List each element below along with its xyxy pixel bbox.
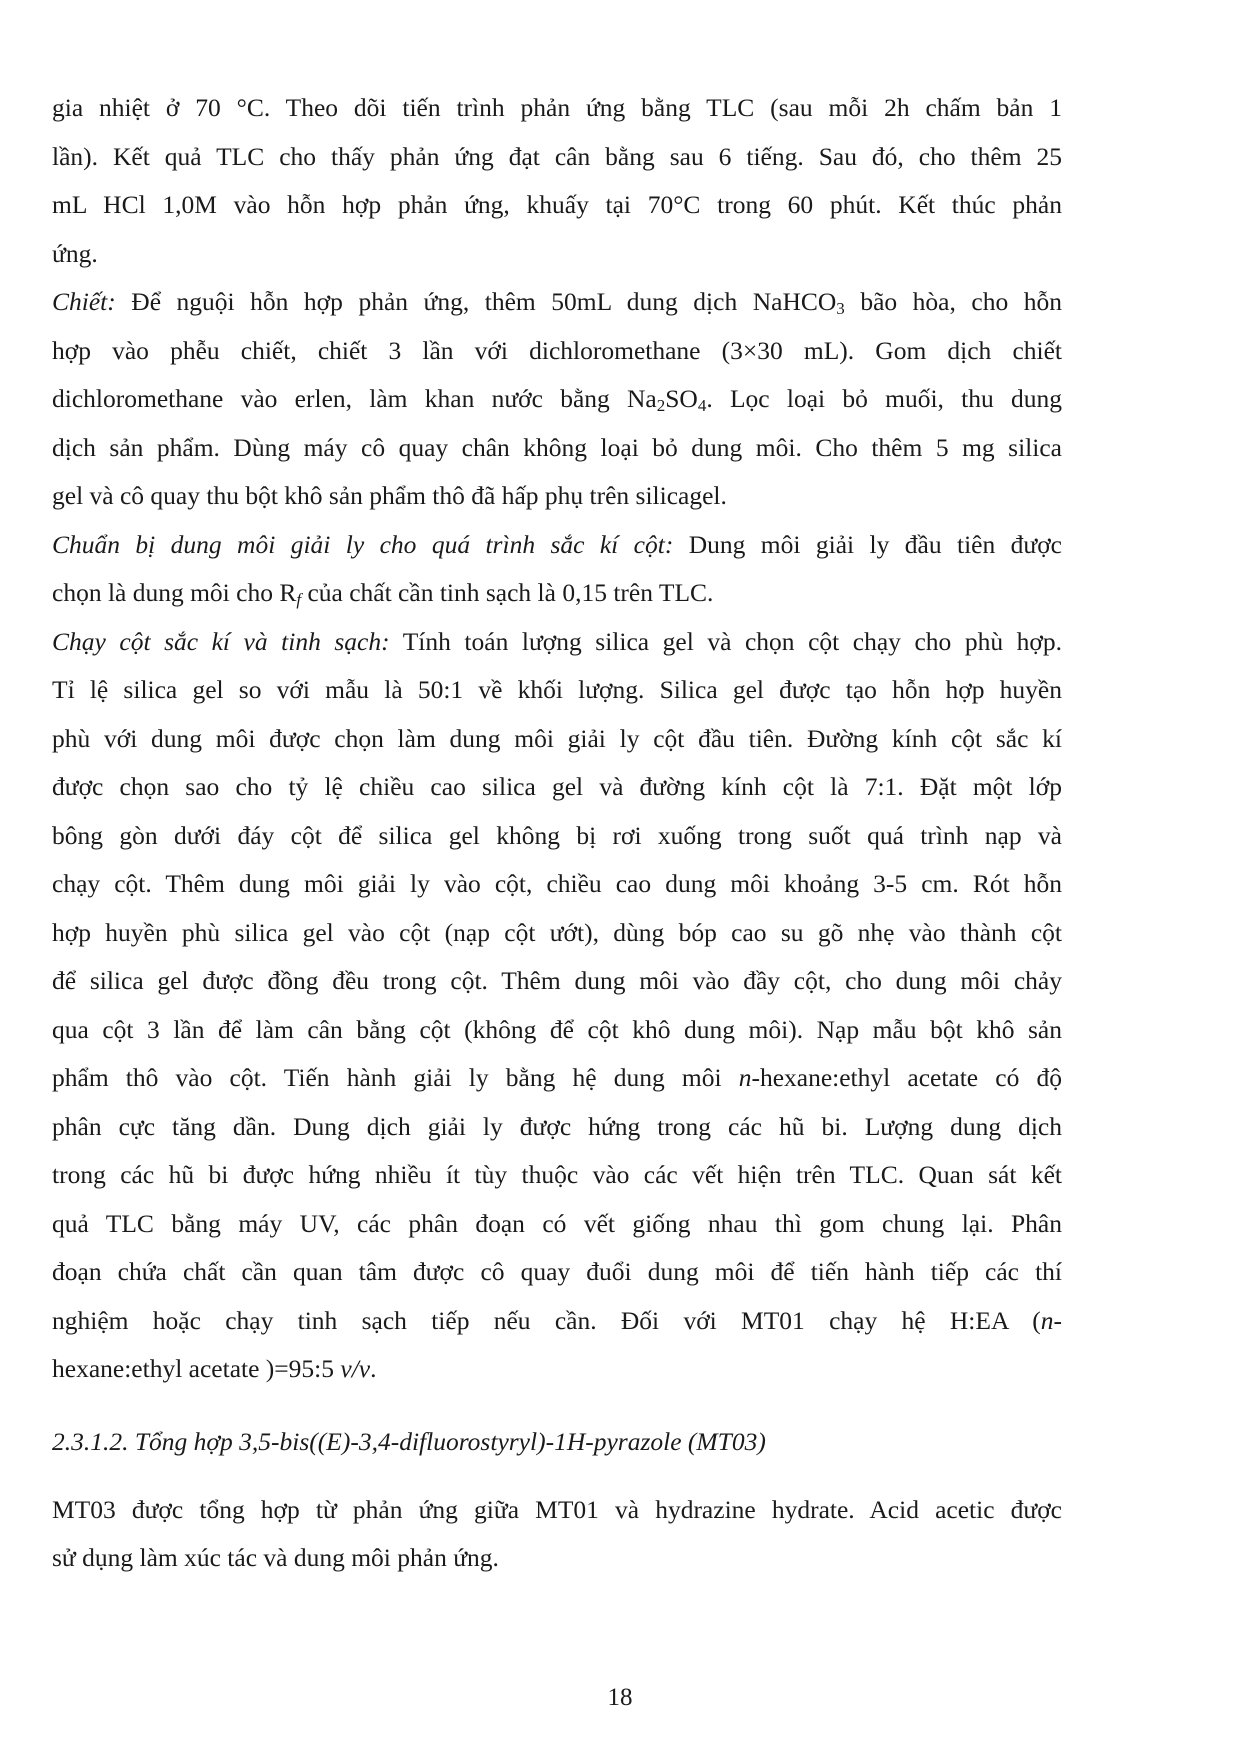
text-line: sử dụng làm xúc tác và dung môi phản ứng. bbox=[52, 1543, 499, 1572]
text-line: hexane:ethyl acetate )=95:5 v/v. bbox=[52, 1354, 377, 1383]
text-line: ứng. bbox=[52, 238, 98, 268]
text-line: nghiệm hoặc chạy tinh sạch tiếp nếu cần. Đối với MT01 chạy hệ H:EA (n- bbox=[52, 1305, 1062, 1335]
eluent-label: Chuẩn bị dung môi giải ly cho quá trình sắc kí cột: bbox=[52, 529, 674, 559]
paragraph-mt03-synthesis bbox=[52, 1486, 1062, 1583]
text-line: quả TLC bằng máy UV, các phân đoạn có vết giống nhau thì gom chung lại. Phân bbox=[52, 1208, 1062, 1238]
text-line: gel và cô quay thu bột khô sản phẩm thô đã hấp phụ trên silicagel. bbox=[52, 481, 727, 510]
text-line: bông gòn dưới đáy cột để silica gel không bị rơi xuống trong suốt quá trình nạp và bbox=[52, 820, 1062, 850]
text-line: phân cực tăng dần. Dung dịch giải ly được hứng trong các hũ bi. Lượng dung dịch bbox=[52, 1111, 1062, 1141]
paragraph-reaction-conditions bbox=[52, 84, 1062, 278]
text-line: dịch sản phẩm. Dùng máy cô quay chân không loại bỏ dung môi. Cho thêm 5 mg silica bbox=[52, 432, 1062, 462]
text-line: Chạy cột sắc kí và tinh sạch: Tính toán lượng silica gel và chọn cột chạy cho phù hợp. bbox=[52, 626, 1062, 656]
section-heading: 2.3.1.2. Tổng hợp 3,5-bis((E)-3,4-difluorostyryl)-1H-pyrazole (MT03) bbox=[52, 1426, 766, 1456]
text-line: qua cột 3 lần để làm cân bằng cột (không để cột khô dung môi). Nạp mẫu bột khô sản bbox=[52, 1014, 1062, 1044]
text-line: phù với dung môi được chọn làm dung môi giải ly cột đầu tiên. Đường kính cột sắc kí bbox=[52, 723, 1062, 753]
paragraph-column-chromatography bbox=[52, 618, 1062, 1394]
text-line: trong các hũ bi được hứng nhiều ít tùy thuộc vào các vết hiện trên TLC. Quan sát kết bbox=[52, 1160, 1062, 1189]
text-line: chạy cột. Thêm dung môi giải ly vào cột, chiều cao dung môi khoảng 3-5 cm. Rót hỗn bbox=[52, 869, 1062, 898]
text-line: MT03 được tổng hợp từ phản ứng giữa MT01 và hydrazine hydrate. Acid acetic được bbox=[52, 1494, 1062, 1524]
text-line: gia nhiệt ở 70 °C. Theo dõi tiến trình phản ứng bằng TLC (sau mỗi 2h chấm bản 1 bbox=[52, 93, 1062, 122]
text-line: được chọn sao cho tỷ lệ chiều cao silica gel và đường kính cột là 7:1. Đặt một lớp bbox=[52, 772, 1062, 801]
text-line: mL HCl 1,0M vào hỗn hợp phản ứng, khuấy tại 70°C trong 60 phút. Kết thúc phản bbox=[52, 190, 1062, 219]
text-line: phẩm thô vào cột. Tiến hành giải ly bằng hệ dung môi n-hexane:ethyl acetate có độ bbox=[52, 1063, 1062, 1092]
text-line: hợp huyền phù silica gel vào cột (nạp cột ướt), dùng bóp cao su gõ nhẹ vào thành cột bbox=[52, 917, 1062, 947]
text-line: đoạn chứa chất cần quan tâm được cô quay đuổi dung môi để tiến hành tiếp các thí bbox=[52, 1257, 1062, 1286]
text-line: dichloromethane vào erlen, làm khan nước bằng $Na_2SO_4$. Lọc loại bỏ muối, thu dung bbox=[52, 384, 1062, 415]
extraction-label: Chiết: bbox=[52, 287, 116, 316]
column-label: Chạy cột sắc kí và tinh sạch: bbox=[52, 626, 390, 656]
text-line: lần). Kết quả TLC cho thấy phản ứng đạt cân bằng sau 6 tiếng. Sau đó, cho thêm 25 bbox=[52, 141, 1062, 171]
paragraph-eluent-preparation bbox=[52, 521, 1062, 618]
text-line: Tỉ lệ silica gel so với mẫu là 50:1 về khối lượng. Silica gel được tạo hỗn hợp huyền bbox=[52, 675, 1062, 704]
text-line: Chiết: Để nguội hỗn hợp phản ứng, thêm 50mL dung dịch NaHCO$_3$ bão hòa, cho hỗn bbox=[52, 287, 1062, 318]
text-line: để silica gel được đồng đều trong cột. Thêm dung môi vào đầy cột, cho dung môi chảy bbox=[52, 966, 1062, 995]
page-number: 18 bbox=[607, 1684, 633, 1711]
paragraph-extraction bbox=[52, 278, 1062, 521]
text-line: hợp vào phễu chiết, chiết 3 lần với dichloromethane (3×30 mL). Gom dịch chiết bbox=[52, 335, 1062, 365]
text-line: Chuẩn bị dung môi giải ly cho quá trình sắc kí cột: Dung môi giải ly đầu tiên được bbox=[52, 529, 1062, 559]
text-line: chọn là dung môi cho $R_f$ của chất cần tinh sạch là 0,15 trên TLC. bbox=[52, 578, 714, 609]
